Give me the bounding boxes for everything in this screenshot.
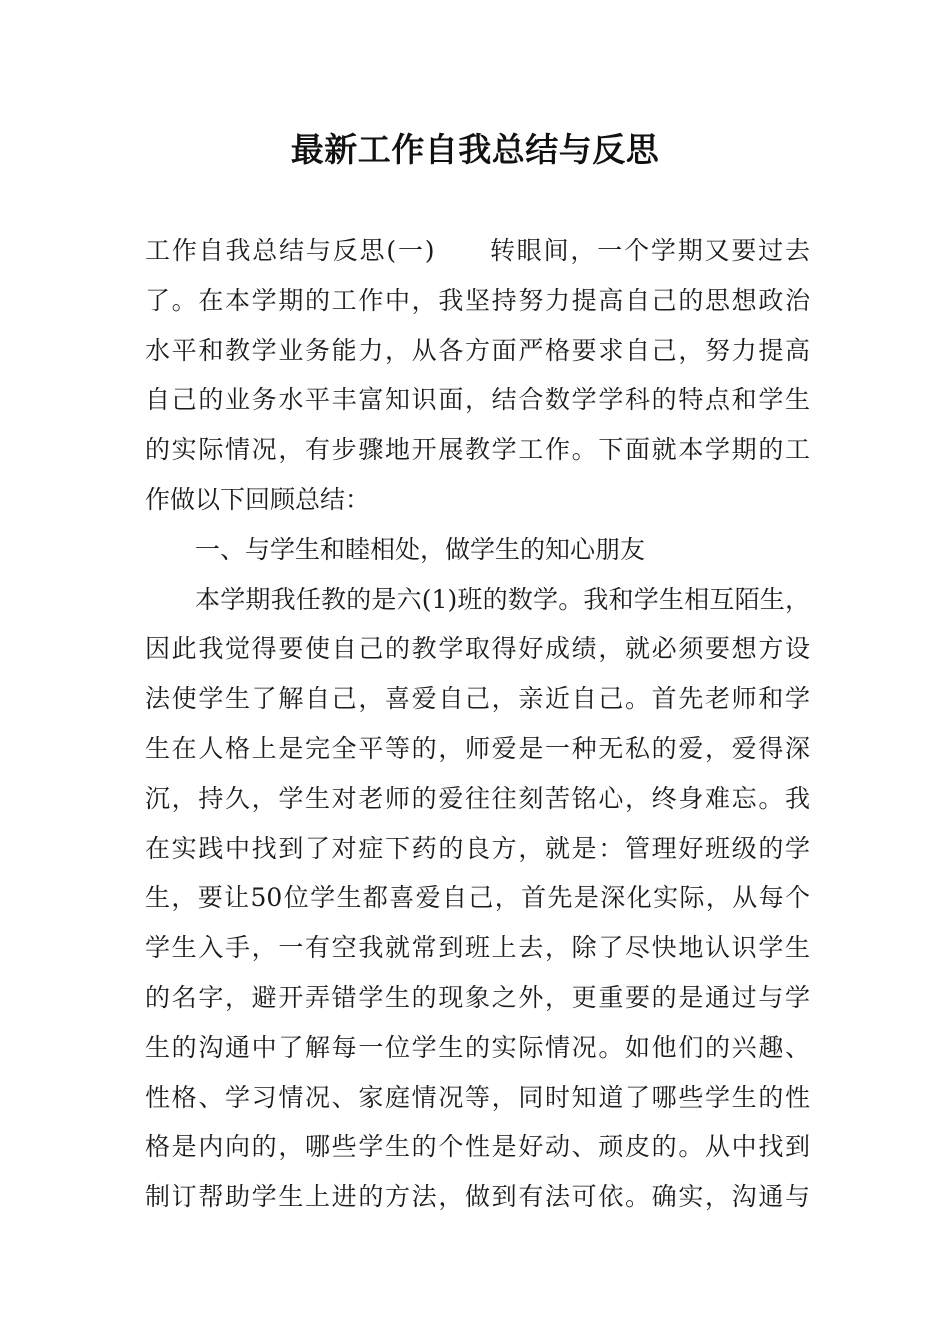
body-line: 水平和教学业务能力，从各方面严格要求自己，努力提高 [145, 335, 810, 365]
body-line: 因此我觉得要使自己的教学取得好成绩，就必须要想方设 [145, 634, 810, 664]
body-line: 生在人格上是完全平等的，师爱是一种无私的爱，爱得深 [145, 733, 810, 763]
body-line: 沉，持久，学生对老师的爱往往刻苦铭心，终身难忘。我 [145, 783, 810, 813]
body-line: 制订帮助学生上进的方法，做到有法可依。确实，沟通与 [145, 1182, 810, 1212]
body-line: 本学期我任教的是六(1)班的数学。我和学生相互陌生， [195, 584, 810, 614]
body-line: 性格、学习情况、家庭情况等，同时知道了哪些学生的性 [145, 1082, 810, 1112]
body-line: 一、与学生和睦相处，做学生的知心朋友 [195, 534, 646, 564]
body-line: 的实际情况，有步骤地开展教学工作。下面就本学期的工 [145, 435, 810, 465]
body-line: 生的沟通中了解每一位学生的实际情况。如他们的兴趣、 [145, 1032, 810, 1062]
body-line: 在实践中找到了对症下药的良方，就是：管理好班级的学 [145, 833, 810, 863]
body-line: 的名字，避开弄错学生的现象之外，更重要的是通过与学 [145, 982, 810, 1012]
body-line: 格是内向的，哪些学生的个性是好动、顽皮的。从中找到 [145, 1132, 810, 1162]
document-body [145, 226, 810, 1222]
body-line: 作做以下回顾总结： [145, 484, 371, 514]
document-title: 最新工作自我总结与反思 [290, 130, 660, 169]
body-line: 自己的业务水平丰富知识面，结合数学学科的特点和学生 [145, 385, 810, 415]
body-line: 生，要让50位学生都喜爱自己，首先是深化实际，从每个 [145, 883, 810, 913]
body-line: 了。在本学期的工作中，我坚持努力提高自己的思想政治 [145, 285, 810, 315]
body-line: 法使学生了解自己，喜爱自己，亲近自己。首先老师和学 [145, 684, 810, 714]
body-line: 学生入手，一有空我就常到班上去，除了尽快地认识学生 [145, 933, 810, 963]
body-line: 工作自我总结与反思(一) 转眼间，一个学期又要过去 [145, 236, 810, 265]
